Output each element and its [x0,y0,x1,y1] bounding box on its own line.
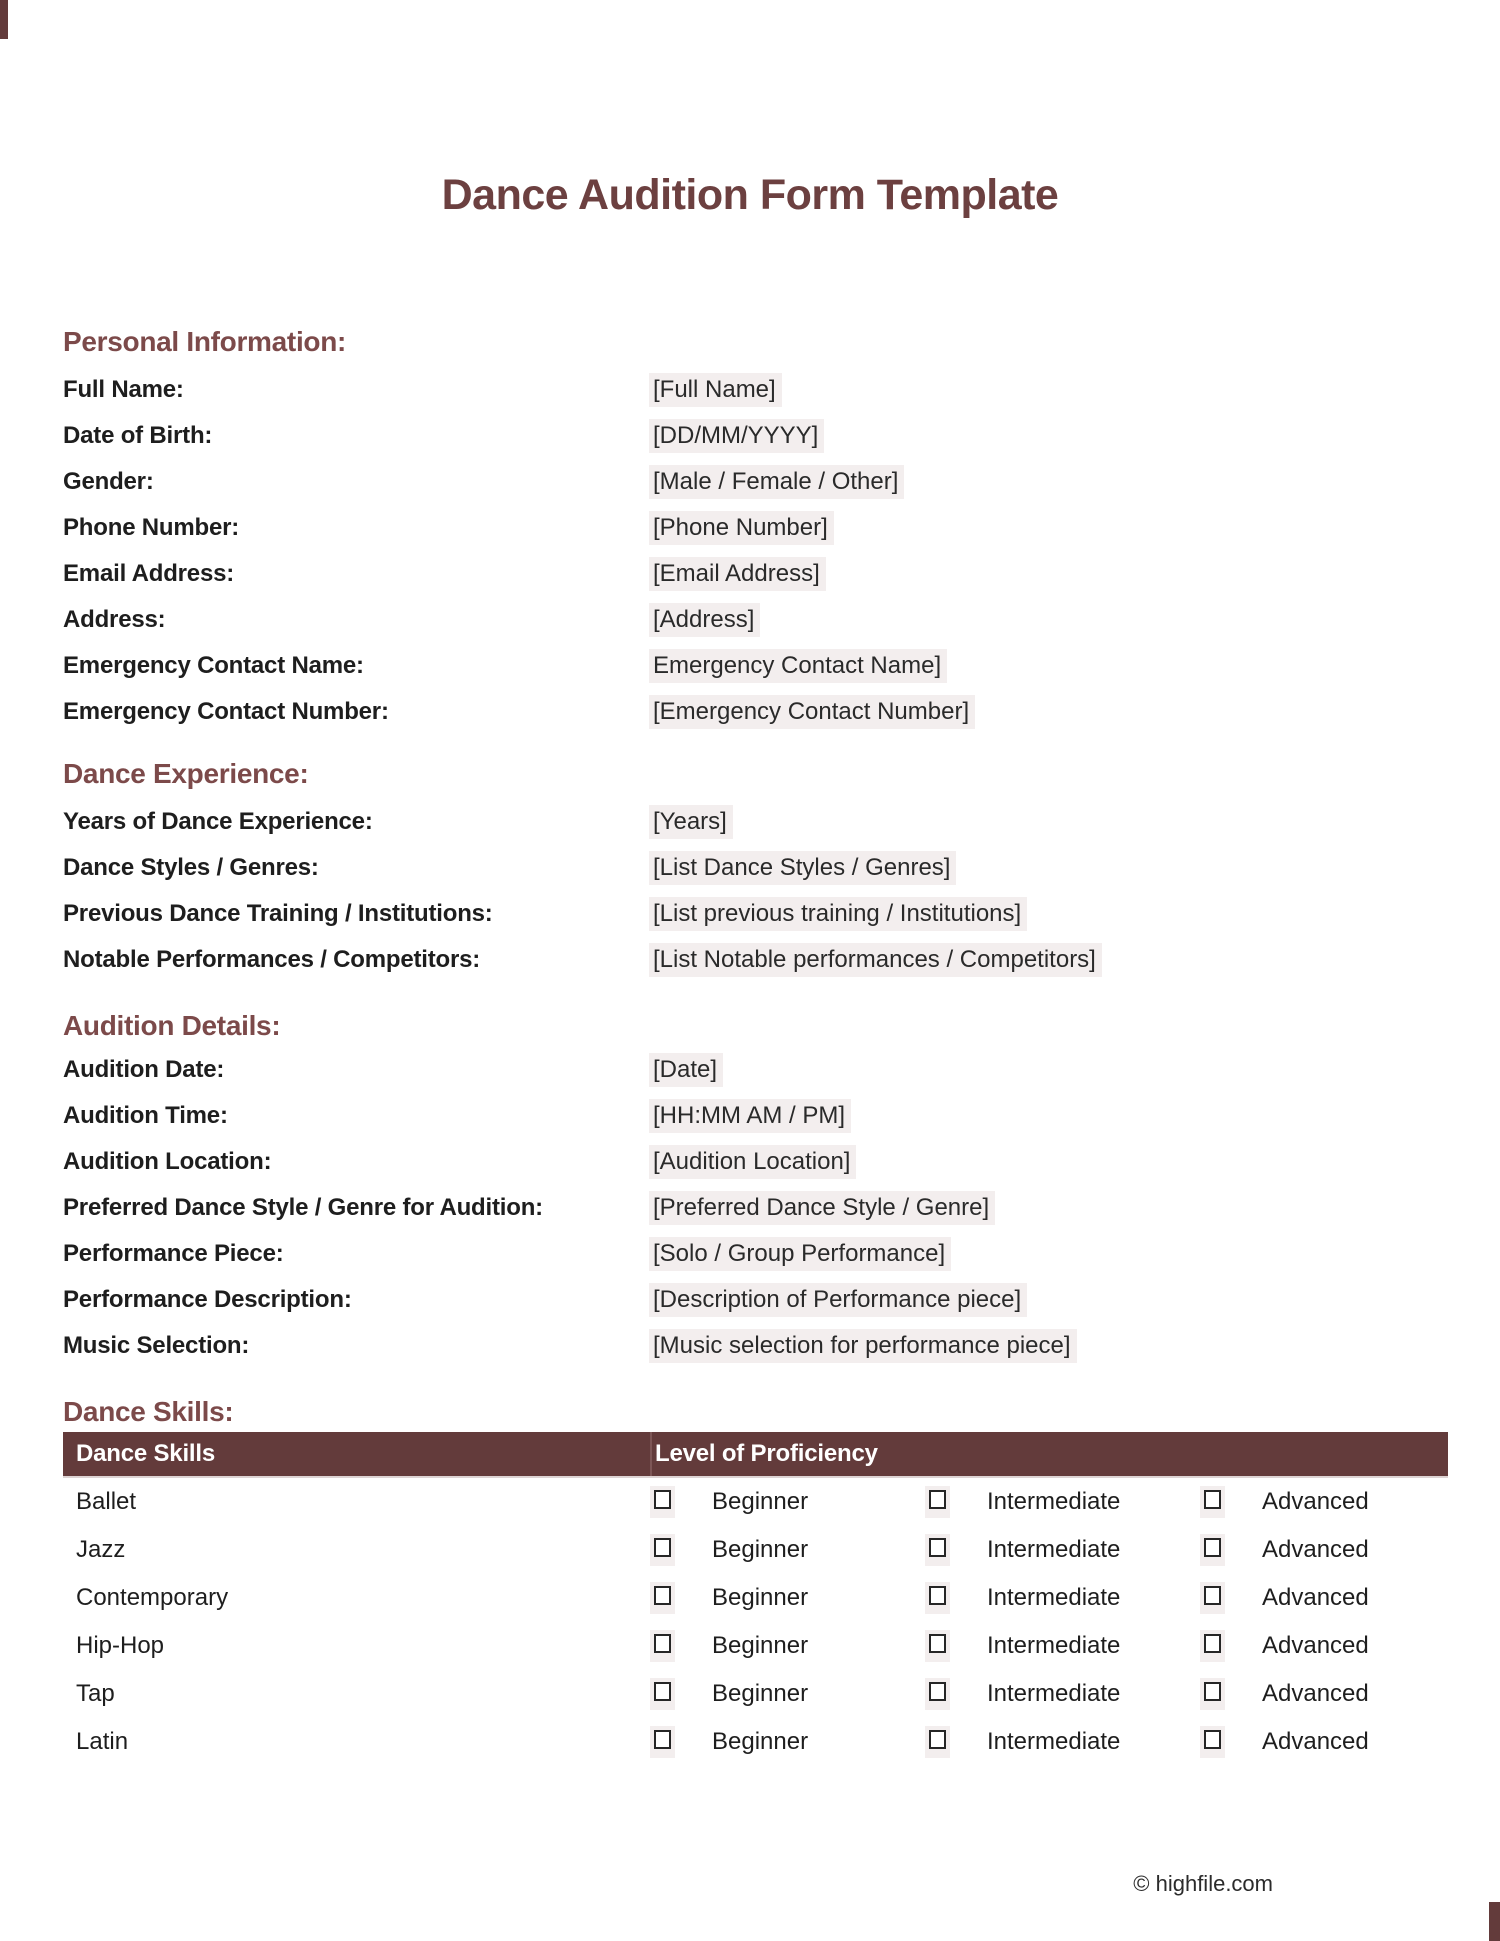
personal-information-fields [63,367,1448,735]
checkbox-latin-advanced[interactable] [1200,1726,1225,1758]
section-heading-dance-experience: Dance Experience: [63,758,309,789]
field-label: Email Address: [63,560,235,587]
field-label: Address: [63,606,166,633]
table-row-hip-hop [63,1622,1448,1670]
skill-name: Tap [76,1680,115,1707]
date-of-birth-placeholder-field[interactable]: [DD/MM/YYYY] [649,419,824,453]
music-selection-placeholder-field[interactable]: [Music selection for performance piece] [649,1329,1077,1363]
level-option [650,1486,925,1518]
level-option [650,1582,925,1614]
bottom-right-accent-bar [1489,1902,1500,1941]
skill-name: Jazz [76,1536,126,1563]
checkbox-unchecked-icon [929,1538,946,1557]
level-label: Beginner [712,1728,809,1755]
field-label: Previous Dance Training / Institutions: [63,900,493,927]
emergency-contact-number-placeholder-field[interactable]: [Emergency Contact Number] [649,695,975,729]
level-option [650,1726,925,1758]
full-name-placeholder-field[interactable]: [Full Name] [649,373,782,407]
checkbox-unchecked-icon [1204,1634,1221,1653]
level-option [925,1534,1200,1566]
table-row-tap [63,1670,1448,1718]
phone-number-placeholder-field[interactable]: [Phone Number] [649,511,834,545]
proficiency-options [650,1582,1475,1614]
field-row-address [63,597,1448,643]
checkbox-ballet-advanced[interactable] [1200,1486,1225,1518]
checkbox-latin-intermediate[interactable] [925,1726,950,1758]
level-label: Intermediate [987,1728,1121,1755]
field-row-previous-training [63,891,1448,937]
checkbox-hip-hop-beginner[interactable] [650,1630,675,1662]
field-label: Phone Number: [63,514,240,541]
table-row-ballet [63,1478,1448,1526]
proficiency-options [650,1486,1475,1518]
field-label: Date of Birth: [63,422,213,449]
field-row-years-experience [63,799,1448,845]
field-label: Preferred Dance Style / Genre for Audition: [63,1194,543,1221]
field-row-audition-location [63,1139,1448,1185]
field-label: Performance Piece: [63,1240,284,1267]
field-label: Notable Performances / Competitors: [63,946,481,973]
checkbox-unchecked-icon [654,1634,671,1653]
dance-experience-fields [63,799,1448,983]
checkbox-tap-beginner[interactable] [650,1678,675,1710]
emergency-contact-name-placeholder-field[interactable]: Emergency Contact Name] [649,649,947,683]
checkbox-unchecked-icon [1204,1730,1221,1749]
level-label: Advanced [1262,1680,1369,1707]
level-label: Intermediate [987,1536,1121,1563]
level-label: Advanced [1262,1632,1369,1659]
address-placeholder-field[interactable]: [Address] [649,603,760,637]
field-label: Performance Description: [63,1286,352,1313]
section-heading-dance-skills: Dance Skills: [63,1396,234,1427]
audition-location-placeholder-field[interactable]: [Audition Location] [649,1145,856,1179]
field-row-music-selection [63,1323,1448,1369]
checkbox-unchecked-icon [654,1586,671,1605]
field-label: Gender: [63,468,154,495]
field-row-notable-performances [63,937,1448,983]
skill-name: Hip-Hop [76,1632,165,1659]
checkbox-unchecked-icon [929,1682,946,1701]
field-row-phone-number [63,505,1448,551]
email-address-placeholder-field[interactable]: [Email Address] [649,557,826,591]
field-label: Music Selection: [63,1332,250,1359]
field-row-audition-date [63,1047,1448,1093]
field-label: Dance Styles / Genres: [63,854,319,881]
table-row-jazz [63,1526,1448,1574]
proficiency-options [650,1726,1475,1758]
preferred-style-placeholder-field[interactable]: [Preferred Dance Style / Genre] [649,1191,995,1225]
table-row-contemporary [63,1574,1448,1622]
audition-details-fields [63,1047,1448,1369]
checkbox-unchecked-icon [654,1730,671,1749]
checkbox-ballet-intermediate[interactable] [925,1486,950,1518]
dance-styles-placeholder-field[interactable]: [List Dance Styles / Genres] [649,851,956,885]
field-label: Audition Location: [63,1148,272,1175]
field-label: Emergency Contact Number: [63,698,389,725]
years-experience-placeholder-field[interactable]: [Years] [649,805,733,839]
skill-name: Latin [76,1728,129,1755]
field-row-date-of-birth [63,413,1448,459]
level-label: Advanced [1262,1536,1369,1563]
checkbox-unchecked-icon [654,1490,671,1509]
previous-training-placeholder-field[interactable]: [List previous training / Institutions] [649,897,1027,931]
level-option [925,1630,1200,1662]
checkbox-tap-intermediate[interactable] [925,1678,950,1710]
proficiency-options [650,1630,1475,1662]
field-row-email-address [63,551,1448,597]
field-row-audition-time [63,1093,1448,1139]
checkbox-unchecked-icon [1204,1682,1221,1701]
field-row-dance-styles [63,845,1448,891]
proficiency-options [650,1534,1475,1566]
checkbox-unchecked-icon [1204,1538,1221,1557]
field-row-emergency-contact-number [63,689,1448,735]
level-option [1200,1582,1475,1614]
field-row-full-name [63,367,1448,413]
level-option [1200,1726,1475,1758]
level-label: Beginner [712,1680,809,1707]
level-label: Beginner [712,1584,809,1611]
level-label: Beginner [712,1488,809,1515]
checkbox-unchecked-icon [1204,1586,1221,1605]
level-label: Intermediate [987,1632,1121,1659]
field-label: Audition Time: [63,1102,228,1129]
field-label: Years of Dance Experience: [63,808,373,835]
top-left-accent-bar [0,0,8,39]
skills-table-header-row [63,1432,1448,1478]
checkbox-unchecked-icon [929,1586,946,1605]
checkbox-hip-hop-advanced[interactable] [1200,1630,1225,1662]
field-row-gender [63,459,1448,505]
checkbox-hip-hop-intermediate[interactable] [925,1630,950,1662]
checkbox-unchecked-icon [654,1682,671,1701]
level-option [1200,1630,1475,1662]
checkbox-jazz-beginner[interactable] [650,1534,675,1566]
level-option [1200,1534,1475,1566]
audition-date-placeholder-field[interactable]: [Date] [649,1053,723,1087]
level-label: Intermediate [987,1680,1121,1707]
level-label: Intermediate [987,1584,1121,1611]
level-option [1200,1678,1475,1710]
field-row-performance-piece [63,1231,1448,1277]
field-row-emergency-contact-name [63,643,1448,689]
dance-skills-table [63,1432,1448,1766]
level-label: Advanced [1262,1728,1369,1755]
field-row-performance-description [63,1277,1448,1323]
checkbox-unchecked-icon [929,1634,946,1653]
checkbox-ballet-beginner[interactable] [650,1486,675,1518]
level-option [650,1630,925,1662]
performance-piece-placeholder-field[interactable]: [Solo / Group Performance] [649,1237,951,1271]
skills-column-header: Dance Skills [76,1440,216,1467]
section-heading-personal-information: Personal Information: [63,326,347,357]
checkbox-tap-advanced[interactable] [1200,1678,1225,1710]
level-option [1200,1486,1475,1518]
field-label: Audition Date: [63,1056,225,1083]
level-option [925,1678,1200,1710]
level-option [925,1486,1200,1518]
checkbox-jazz-intermediate[interactable] [925,1534,950,1566]
level-label: Advanced [1262,1584,1369,1611]
section-heading-audition-details: Audition Details: [63,1010,281,1041]
skill-name: Contemporary [76,1584,229,1611]
level-label: Beginner [712,1632,809,1659]
checkbox-jazz-advanced[interactable] [1200,1534,1225,1566]
skill-name: Ballet [76,1488,137,1515]
gender-placeholder-field[interactable]: [Male / Female / Other] [649,465,904,499]
field-label: Full Name: [63,376,184,403]
table-row-latin [63,1718,1448,1766]
checkbox-contemporary-beginner[interactable] [650,1582,675,1614]
checkbox-unchecked-icon [1204,1490,1221,1509]
footer-credit: © highfile.com [1133,1871,1273,1896]
page-title: Dance Audition Form Template [441,171,1059,219]
proficiency-column-header: Level of Proficiency [650,1432,1448,1476]
level-option [925,1582,1200,1614]
checkbox-unchecked-icon [654,1538,671,1557]
level-label: Beginner [712,1536,809,1563]
checkbox-unchecked-icon [929,1730,946,1749]
notable-performances-placeholder-field[interactable]: [List Notable performances / Competitors] [649,943,1102,977]
level-label: Advanced [1262,1488,1369,1515]
proficiency-options [650,1678,1475,1710]
level-option [650,1534,925,1566]
checkbox-latin-beginner[interactable] [650,1726,675,1758]
performance-description-placeholder-field[interactable]: [Description of Performance piece] [649,1283,1027,1317]
level-option [650,1678,925,1710]
level-label: Intermediate [987,1488,1121,1515]
checkbox-contemporary-advanced[interactable] [1200,1582,1225,1614]
checkbox-contemporary-intermediate[interactable] [925,1582,950,1614]
audition-time-placeholder-field[interactable]: [HH:MM AM / PM] [649,1099,851,1133]
checkbox-unchecked-icon [929,1490,946,1509]
field-row-preferred-style [63,1185,1448,1231]
field-label: Emergency Contact Name: [63,652,364,679]
level-option [925,1726,1200,1758]
